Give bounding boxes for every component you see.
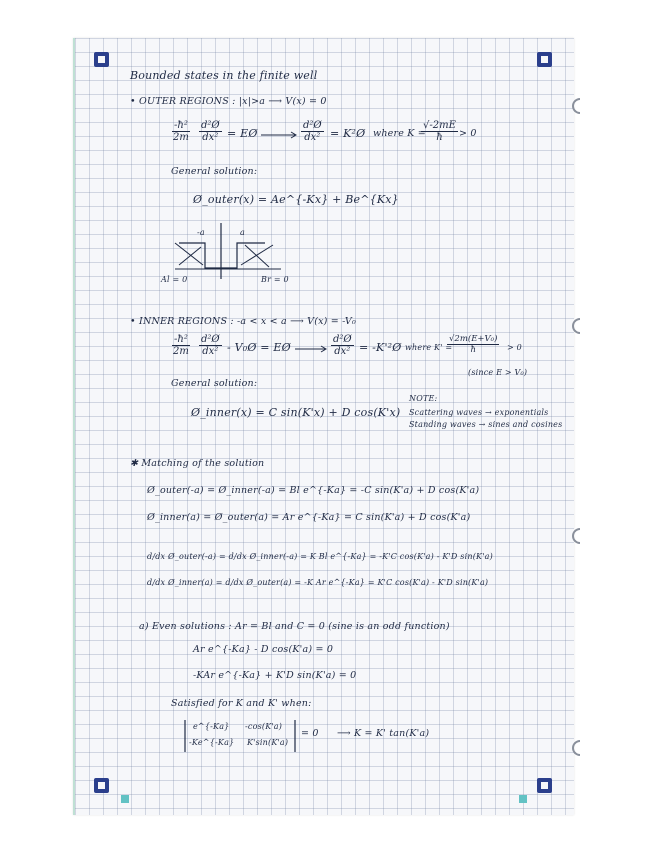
determinant-r1c2: -cos(K'a) [245, 722, 283, 731]
outer-solution: Ø_outer(x) = Ae^{-Kx} + Be^{Kx} [193, 193, 399, 206]
note-line-2: Standing waves → sines and cosines [409, 420, 563, 429]
inner-k-den: ħ [470, 345, 476, 355]
outer-k-den: ħ [436, 132, 443, 143]
corner-marker-bottom-left [94, 778, 109, 793]
corner-marker-bottom-right [537, 778, 552, 793]
corner-marker-top-right [537, 52, 552, 67]
diagram-label-right: Br = 0 [261, 275, 289, 284]
inner-coef-fraction [171, 334, 191, 357]
outer-rhs-num: d²Ø [303, 120, 322, 131]
teal-marker-right [519, 795, 527, 803]
outer-rhs-den: dx² [304, 132, 321, 143]
outer-rhs-rest: = K²Ø [330, 127, 366, 140]
outer-k-gt: > 0 [459, 128, 477, 139]
matching-eq-2: Ø_inner(a) = Ø_outer(a) = Ar e^{-Ka} = C sin(K'a) + D cos(K'a) [147, 512, 471, 523]
even-satisfied-label: Satisfied for K and K' when: [171, 698, 312, 709]
outer-k-num: √-2mE [423, 120, 456, 131]
diagram-label-neg-a: -a [197, 228, 205, 237]
inner-coef-num: -ħ² [174, 334, 188, 345]
outer-where: where K = [373, 128, 426, 139]
outer-region-label: • OUTER REGIONS : |x|>a ⟶ V(x) = 0 [130, 96, 327, 107]
outer-arrow-icon [261, 130, 299, 140]
even-eq-1: Ar e^{-Ka} - D cos(K'a) = 0 [193, 644, 334, 655]
matching-eq-3: d/dx Ø_outer(-a) = d/dx Ø_inner(-a) = K Bl e^{-Ka} = -K'C cos(K'a) - K'D sin(K'a) [147, 552, 493, 561]
outer-deriv-den: dx² [202, 132, 219, 143]
outer-lhs-rest: = EØ [227, 127, 258, 140]
determinant-equals: = 0 [301, 728, 319, 739]
inner-mid: - V₀Ø = EØ [227, 341, 291, 354]
even-solutions-title: a) Even solutions : Ar = Bl and C = 0 (sine is an odd function) [139, 621, 450, 632]
inner-solution: Ø_inner(x) = C sin(K'x) + D cos(K'x) [191, 406, 401, 419]
inner-rhs-rest: = -K'²Ø [359, 341, 402, 354]
outer-coef-fraction [171, 120, 191, 143]
inner-deriv-fraction [199, 334, 222, 357]
determinant-r1c1: e^{-Ka} [193, 722, 230, 731]
inner-since: (since E > V₀) [468, 368, 528, 377]
inner-k-fraction [447, 334, 499, 355]
outer-coef-den: 2m [173, 132, 189, 143]
inner-coef-den: 2m [173, 346, 189, 357]
note-line-1: Scattering waves → exponentials [409, 408, 549, 417]
inner-deriv-den: dx² [202, 346, 219, 357]
outer-general-solution-label: General solution: [171, 166, 258, 177]
inner-rhs-num: d²Ø [333, 334, 352, 345]
notebook-page [73, 38, 574, 815]
matching-eq-1: Ø_outer(-a) = Ø_inner(-a) = Bl e^{-Ka} = -C sin(K'a) + D cos(K'a) [147, 485, 480, 496]
inner-k-gt: > 0 [507, 343, 522, 352]
matching-title: ✱ Matching of the solution [130, 458, 265, 469]
even-eq-2: -KAr e^{-Ka} + K'D sin(K'a) = 0 [193, 670, 357, 681]
determinant-r2c1: -Ke^{-Ka} [189, 738, 235, 747]
page-heading: Bounded states in the finite well [130, 69, 318, 82]
outer-coef-num: -ħ² [174, 120, 188, 131]
outer-deriv-num: d²Ø [201, 120, 220, 131]
matching-eq-4: d/dx Ø_inner(a) = d/dx Ø_outer(a) = -K Ar e^{-Ka} = K'C cos(K'a) - K'D sin(K'a) [147, 578, 489, 587]
inner-where: where K' = [405, 343, 453, 352]
outer-rhs-fraction [301, 120, 324, 143]
diagram-label-pos-a: a [240, 228, 245, 237]
inner-deriv-num: d²Ø [201, 334, 220, 345]
determinant-r2c2: K'sin(K'a) [247, 738, 289, 747]
inner-arrow-icon [295, 344, 329, 354]
inner-rhs-fraction [331, 334, 354, 357]
inner-rhs-den: dx² [334, 346, 351, 357]
inner-general-solution-label: General solution: [171, 378, 258, 389]
inner-region-label: • INNER REGIONS : -a < x < a ⟶ V(x) = -V₀ [130, 316, 356, 327]
outer-k-fraction [421, 120, 458, 143]
note-title: NOTE: [409, 394, 438, 403]
even-result: ⟶ K = K' tan(K'a) [337, 728, 430, 739]
corner-marker-top-left [94, 52, 109, 67]
teal-marker-left [121, 795, 129, 803]
outer-deriv-fraction [199, 120, 222, 143]
inner-k-num: √2m(E+V₀) [449, 334, 498, 344]
diagram-label-left: Al = 0 [161, 275, 188, 284]
